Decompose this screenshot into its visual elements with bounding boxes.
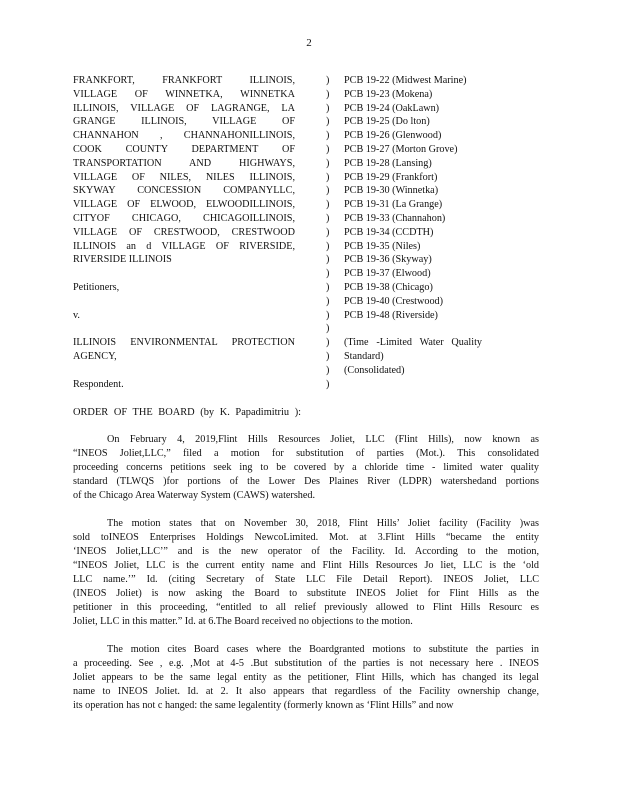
caption-paren: )	[326, 143, 330, 155]
party-line: TRANSPORTATION AND HIGHWAYS,	[73, 157, 295, 169]
paragraph-2	[73, 517, 539, 629]
party-line: VILLAGE OF CRESTWOOD, CRESTWOOD	[73, 226, 295, 238]
pcb-number: PCB 19-25 (Do lton)	[344, 116, 430, 128]
paragraph-line: (INEOS Joliet) is now asking the Board to substitute INEOS Joliet for Flint Hills as the	[73, 588, 539, 599]
caption-paren: )	[326, 116, 330, 128]
paragraph-line: “INEOS Joliet,LLC,” filed a motion for substitution of parties (Mot.). This consolidated	[73, 448, 539, 459]
caption-paren: )	[326, 130, 330, 142]
party-line: CHANNAHON , CHANNAHONILLINOIS,	[73, 130, 295, 142]
versus-label: v.	[73, 309, 80, 321]
caption-paren: )	[326, 88, 330, 100]
case-caption-parties	[73, 74, 295, 391]
paragraph-line: its operation has not c hanged: the same legalentity (formerly known as ‘Flint Hills” and now	[73, 700, 454, 711]
designation-line: Standard)	[344, 350, 384, 362]
caption-paren: )	[326, 323, 330, 335]
paragraph-line: of the Chicago Area Waterway System (CAWS) watershed.	[73, 490, 316, 501]
party-line: ILLINOIS an d VILLAGE OF RIVERSIDE,	[73, 240, 295, 252]
paragraph-1	[73, 433, 539, 503]
party-line: VILLAGE OF NILES, NILES ILLINOIS,	[73, 171, 295, 183]
caption-paren: )	[326, 226, 330, 238]
paragraph-line: ‘INEOS Joliet,LLC’” and is the new operator of the Facility. Id. According to the motion,	[73, 546, 539, 557]
party-line: FRANKFORT, FRANKFORT ILLINOIS,	[73, 75, 295, 86]
pcb-number: PCB 19-28 (Lansing)	[344, 157, 432, 169]
party-line: VILLAGE OF WINNETKA, WINNETKA	[73, 88, 295, 100]
petitioners-label: Petitioners,	[73, 281, 120, 293]
pcb-number: PCB 19-30 (Winnetka)	[344, 185, 439, 197]
caption-paren-column	[326, 74, 334, 391]
designation-line: (Consolidated)	[344, 364, 405, 376]
paragraph-3	[73, 643, 539, 713]
pcb-number: PCB 19-38 (Chicago)	[344, 281, 433, 293]
caption-paren: )	[326, 350, 330, 362]
party-line: ILLINOIS, VILLAGE OF LAGRANGE, LA	[73, 102, 295, 114]
respondent-line: ILLINOIS ENVIRONMENTAL PROTECTION	[73, 337, 295, 349]
party-line: COOK COUNTY DEPARTMENT OF	[73, 143, 295, 155]
pcb-number: PCB 19-35 (Niles)	[344, 240, 421, 252]
pcb-number: PCB 19-22 (Midwest Marine)	[344, 75, 467, 86]
caption-paren: )	[326, 254, 330, 266]
caption-paren: )	[326, 378, 330, 390]
paragraph-line: Joliet, LLC in this matter.” Id. at 6.The Board received no objections to the motion.	[73, 616, 413, 627]
pcb-number: PCB 19-48 (Riverside)	[344, 309, 438, 321]
caption-paren: )	[326, 199, 330, 211]
caption-paren: )	[326, 240, 330, 252]
party-line: SKYWAY CONCESSION COMPANYLLC,	[73, 185, 295, 197]
caption-paren: )	[326, 212, 330, 224]
caption-paren: )	[326, 157, 330, 169]
paragraph-line: petitioner in this proceeding, “entitled to all relief previously allowed to Flint Hills Resourc es	[73, 602, 539, 613]
pcb-number: PCB 19-36 (Skyway)	[344, 254, 432, 266]
pcb-number: PCB 19-33 (Channahon)	[344, 212, 446, 224]
caption-paren: )	[326, 281, 330, 293]
party-line: RIVERSIDE ILLINOIS	[73, 254, 172, 266]
caption-paren: )	[326, 295, 330, 307]
paragraph-line: On February 4, 2019,Flint Hills Resources Joliet, LLC (Flint Hills), now known as	[107, 434, 539, 445]
page-number: 2	[306, 37, 312, 49]
caption-paren: )	[326, 171, 330, 183]
designation-line: (Time -Limited Water Quality	[344, 337, 482, 349]
paragraph-line: a proceeding. See , e.g. ,Mot at 4-5 .But substitution of the parties is not necessary here . INEOS	[73, 658, 539, 669]
caption-paren: )	[326, 75, 330, 86]
paragraph-line: sold toINEOS Enterprises Holdings NewcoLimited. Mot. at 3.Flint Hills “became the entity	[73, 532, 539, 543]
paragraph-line: LLC name.’” Id. (citing Secretary of State LLC File Detail Report). INEOS Joliet, LLC	[73, 574, 539, 585]
caption-paren: )	[326, 364, 330, 376]
paragraph-line: The motion states that on November 30, 2018, Flint Hills’ Joliet facility (Facility )was	[107, 518, 539, 529]
caption-paren: )	[326, 102, 330, 114]
paragraph-line: Joliet appears to be the same legal entity as the petitioner, Flint Hills, which has changed its legal	[73, 672, 539, 683]
paragraph-line: proceeding concerns petitions seek ing to be covered by a chloride time - limited water quality	[73, 462, 539, 473]
pcb-number: PCB 19-26 (Glenwood)	[344, 130, 442, 142]
pcb-number: PCB 19-23 (Mokena)	[344, 88, 433, 100]
paragraph-line: name to INEOS Joliet. Id. at 2. It also appears that regardless of the Facility ownership change,	[73, 686, 539, 697]
pcb-number: PCB 19-37 (Elwood)	[344, 268, 431, 280]
party-line: VILLAGE OF ELWOOD, ELWOODILLINOIS,	[73, 199, 295, 211]
pcb-number: PCB 19-29 (Frankfort)	[344, 171, 438, 183]
paragraph-line: standard (TLWQS )for portions of the Lower Des Plaines River (LDPR) watershedand portions	[73, 476, 539, 487]
caption-paren: )	[326, 337, 330, 349]
paragraph-line: “INEOS Joliet, LLC is the current entity name and Flint Hills Resources Jo liet, LLC is the ‘old	[73, 560, 539, 571]
caption-paren: )	[326, 185, 330, 197]
pcb-number: PCB 19-34 (CCDTH)	[344, 226, 434, 238]
party-line: CITYOF CHICAGO, CHICAGOILLINOIS,	[73, 212, 295, 224]
order-title: ORDER OF THE BOARD (by K. Papadimitriu ):	[73, 407, 302, 418]
caption-paren: )	[326, 309, 330, 321]
caption-paren: )	[326, 268, 330, 280]
pcb-number: PCB 19-27 (Morton Grove)	[344, 143, 458, 155]
pcb-number: PCB 19-31 (La Grange)	[344, 199, 443, 211]
paragraph-line: The motion cites Board cases where the Boardgranted motions to substitute the parties in	[107, 644, 539, 655]
caption-docket-column	[344, 74, 494, 378]
pcb-number: PCB 19-40 (Crestwood)	[344, 295, 444, 307]
pcb-number: PCB 19-24 (OakLawn)	[344, 102, 440, 114]
respondent-line: AGENCY,	[73, 350, 117, 362]
respondent-label: Respondent.	[73, 378, 124, 390]
party-line: GRANGE ILLINOIS, VILLAGE OF	[73, 116, 295, 128]
